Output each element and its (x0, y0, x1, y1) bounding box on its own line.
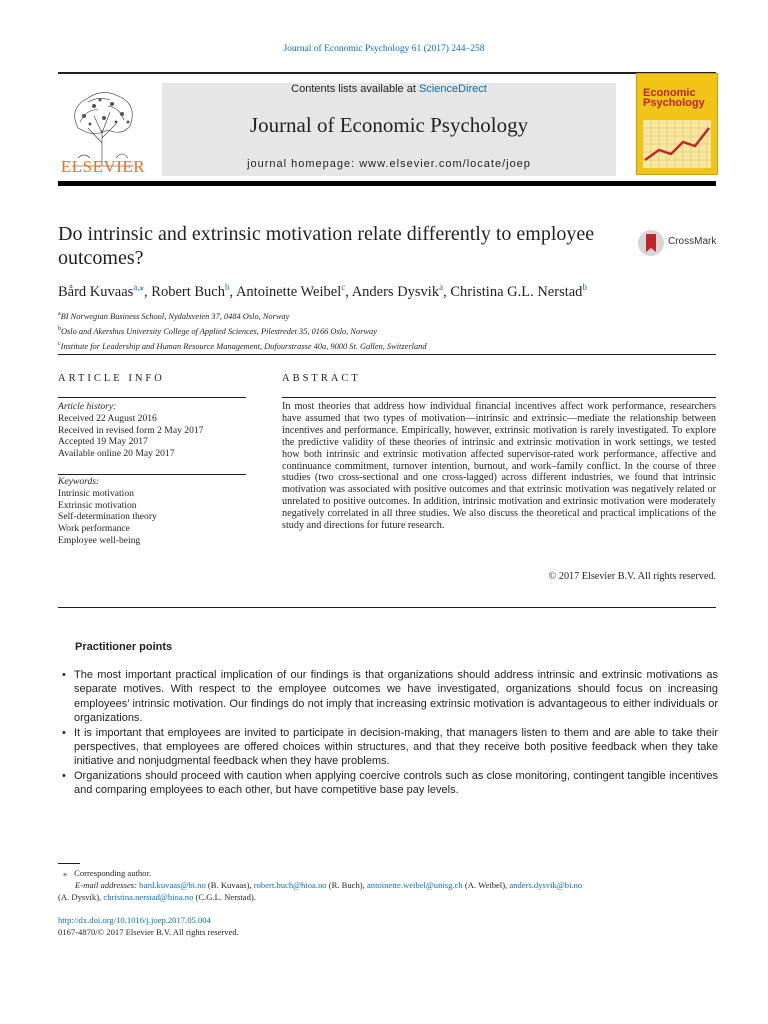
abstract-text: In most theories that address how individual financial incentives affect work performance, researchers have assumed that two types of motivation—intrinsic and extrinsic—mediate the relationship between incentives and performance. Empirically, however, extrinsic motivation is rarely investigated. To explore the predictive validity of these theories of intrinsic and extrinsic motivation in work settings, we tested how both intrinsic and extrinsic motivation affected supervisor-rated work performance, affective and continuance commitment, turnover intention, burnout, and work–family conflict. In the course of three studies (two cross-sectional and one cross-lagged) across different industries, we found that intrinsic motivation was associated with positive outcomes and that extrinsic motivation was negatively related or unrelated to positive outcomes. In addition, intrinsic motivation and extrinsic motivation were moderately negatively correlated in all three studies. We also discuss the theoretical and practical implications of the study and directions for future research. (282, 401, 716, 532)
journal-cover[interactable] (636, 73, 718, 175)
history-item: Received 22 August 2016 (58, 412, 157, 424)
bullet-icon: • (62, 726, 66, 739)
corresponding-author-note: ⁎ Corresponding author. (62, 868, 152, 878)
divider (282, 397, 716, 398)
practitioner-points-list (58, 668, 718, 798)
author-affiliation-mark[interactable]: b (582, 282, 587, 292)
list-item: • The most important practical implication of our findings is that organizations should address intrinsic and extrinsic motivations as separate motives. With respect to the employee outcomes we have investigated, organizations should focus on increasing employees’ intrinsic motivation. Our findings do not imply that increasing extrinsic motivation is advantageous to either individuals or organizations. (62, 669, 718, 725)
history-item: Available online 20 May 2017 (58, 448, 175, 460)
email-link[interactable]: bard.kuvaas@bi.no (139, 880, 206, 891)
author-affiliation-mark[interactable]: b (225, 282, 230, 292)
author-affiliation-mark[interactable]: a,⁎ (133, 282, 145, 292)
divider (58, 397, 246, 398)
list-item: • Organizations should proceed with caution when applying coercive controls such as close monitoring, contingent tangible incentives and comparing employees to each other, but have competitive base pay levels. (62, 769, 718, 797)
crossmark-label: CrossMark (668, 236, 717, 247)
abstract-heading: ABSTRACT (282, 373, 361, 384)
affiliation: $^b$Oslo and Akershus University College of Applied Sciences, Pilestredet 35, 0166 Oslo, Norway (58, 325, 377, 336)
crossmark-badge[interactable] (636, 228, 720, 258)
bullet-icon: • (62, 669, 66, 681)
doi-link[interactable]: http://dx.doi.org/10.1016/j.joep.2017.05.004 (58, 915, 211, 925)
keyword: Work performance (58, 523, 130, 535)
article-history (58, 401, 248, 460)
practitioner-points-heading: Practitioner points (75, 641, 173, 653)
contents-prefix: Contents lists available at (291, 83, 419, 95)
affiliation: $^a$BI Norwegian Business School, Nydalsveien 37, 0484 Oslo, Norway (58, 311, 290, 321)
keyword: Employee well-being (58, 534, 141, 546)
author-name: Antoinette Weibel (235, 283, 342, 300)
author-list: Bård Kuvaas$^{a,⁎}$, Robert Buch$^b$, Antoinette Weibel$^c$, Anders Dysvik$^a$, Christina G.L. Nerstad$^b$ (58, 282, 587, 300)
affiliations (58, 308, 718, 352)
list-item: • It is important that employees are invited to participate in decision-making, that managers listen to them and are able to take their perspectives, that employees are offered choices within structures, and that they receive both positive feedback when they take initiative and nonjudgmental feedback when they have problems. (62, 726, 718, 768)
article-info-heading: ARTICLE INFO (58, 373, 165, 384)
author-name: Christina G.L. Nerstad (450, 283, 583, 300)
contents-line (162, 83, 616, 95)
affiliation: $^c$Institute for Leadership and Human Resource Management, Dufourstrasse 40a, 9000 St. Gallen, Switzerland (58, 340, 427, 351)
author-name: Bård Kuvaas (58, 283, 134, 300)
journal-masthead (162, 83, 616, 176)
crossmark-icon (636, 228, 666, 258)
author-name: Anders Dysvik (351, 283, 440, 300)
divider (58, 474, 246, 475)
email-addresses-cont: (A. Dysvik), christina.nerstad@hioa.no (C.G.L. Nerstad). (58, 892, 256, 903)
history-item: Received in revised form 2 May 2017 (58, 424, 204, 436)
history-label: Article history: (58, 401, 117, 412)
bullet-icon: • (62, 769, 66, 782)
abstract-copyright: © 2017 Elsevier B.V. All rights reserved. (548, 571, 716, 582)
cover-title-line-1: Economic (643, 87, 696, 99)
email-link[interactable]: christina.nerstad@hioa.no (103, 892, 194, 903)
divider (58, 607, 716, 608)
header-top-rule (58, 72, 716, 74)
keyword: Intrinsic motivation (58, 487, 134, 499)
divider (58, 354, 716, 355)
keyword: Self-determination theory (58, 511, 157, 523)
keywords-label: Keywords: (58, 476, 100, 487)
history-item: Accepted 19 May 2017 (58, 436, 148, 448)
cover-chart-icon (643, 120, 711, 168)
footnote-rule (58, 863, 80, 864)
footnotes (58, 867, 718, 904)
author-name: Robert Buch (151, 283, 225, 300)
publisher-name: ELSEVIER (60, 157, 146, 176)
journal-citation[interactable]: Journal of Economic Psychology 61 (2017) 244–258 (283, 44, 485, 54)
keywords (58, 476, 248, 547)
cover-title-line-2: Psychology (643, 97, 705, 109)
email-link[interactable]: antoinette.weibel@unisg.ch (366, 880, 463, 891)
header-thick-rule (58, 181, 716, 186)
journal-name: Journal of Economic Psychology (249, 113, 529, 137)
journal-homepage[interactable]: journal homepage: www.elsevier.com/locate/joep (247, 158, 531, 170)
author-affiliation-mark[interactable]: c (341, 282, 346, 292)
email-addresses: E-mail addresses: bard.kuvaas@bi.no (B. Kuvaas), robert.buch@hioa.no (R. Buch), antoinette.weibel@unisg.ch (A. Weibel), anders.dysvik@bi.no (75, 880, 583, 891)
email-link[interactable]: anders.dysvik@bi.no (509, 880, 583, 891)
article-title: Do intrinsic and extrinsic motivation relate differently to employee outcomes? (58, 223, 595, 269)
author-affiliation-mark[interactable]: a (439, 282, 444, 292)
email-link[interactable]: robert.buch@hioa.no (253, 880, 327, 891)
issn-copyright: 0167-4870/© 2017 Elsevier B.V. All rights reserved. (58, 927, 239, 937)
sciencedirect-link[interactable]: ScienceDirect (418, 83, 487, 95)
keyword: Extrinsic motivation (58, 499, 137, 511)
